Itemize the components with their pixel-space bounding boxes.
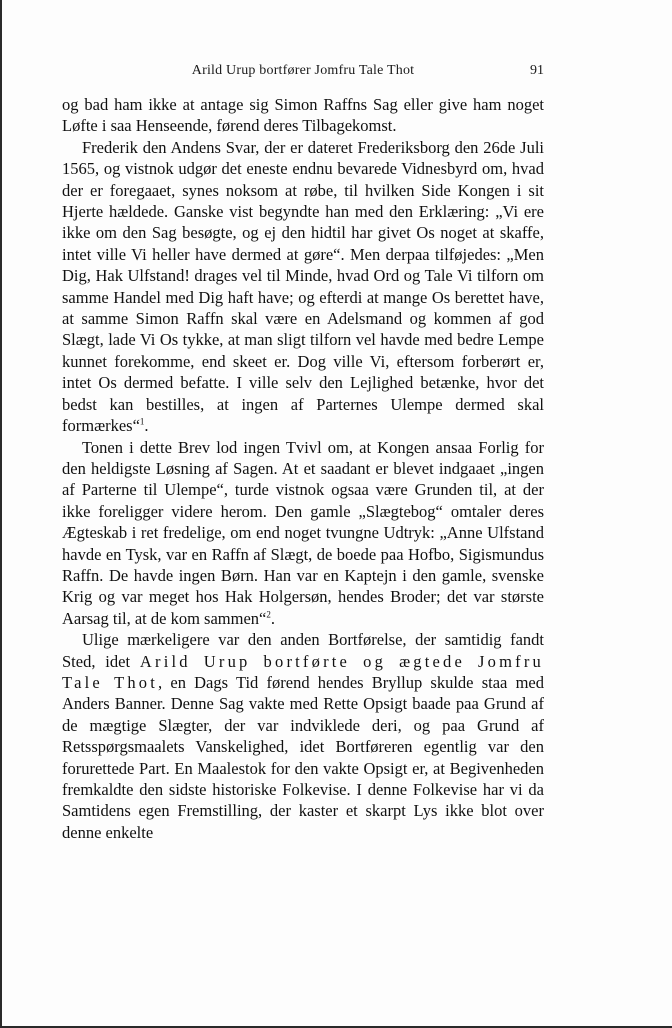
paragraph-text: , en Dags Tid førend hendes Bryllup skulde staa med Anders Banner. Denne Sag vakte med Rette Opsigt baade paa Grund af de mægtige Slægter, der var indviklede deri, og paa Grund af Retsspørgsmaalets Vanskelighed, idet Bortføreren egentlig var den forurettede Part. En Maalestok for den vakte Opsigt er, at Begivenheden fremkaldte den sidste historiske Folkevise. I denne Folkevise har vi da Samtidens egen Fremstilling, der kaster et skarpt Lys ikke blot over denne enkelte <box>62 672 544 842</box>
scan-edge-left <box>0 0 2 1028</box>
paragraph-lead: Ulige mærkeligere var den anden Bortførelse, der samtidig fandt Sted, idet <box>62 630 544 671</box>
body-text <box>62 94 544 843</box>
paragraph <box>62 137 544 437</box>
paragraph <box>62 629 544 843</box>
paragraph-tail: . <box>144 416 149 436</box>
spaced-emphasis: Arild Urup bortførte og ægtede Jomfru Tale Thot <box>62 651 544 692</box>
page-number: 91 <box>530 63 544 78</box>
footnote-marker: 1 <box>139 416 145 427</box>
running-header <box>62 63 544 81</box>
footnote-marker: 2 <box>266 609 271 620</box>
paragraph-tail: . <box>270 608 275 628</box>
paragraph-text: Tonen i dette Brev lod ingen Tvivl om, at Kongen ansaa Forlig for den heldigste Løsning af Sagen. At et saadant er blevet indgaaet „ingen af Parterne til Ulempe“, turde vistnok ogsaa være Grunden til, at der ikke foreligger videre herom. Den gamle „Slægtebog“ omtaler deres Ægteskab i ret fredelige, om end noget tvungne Udtryk: „Anne Ulfstand havde en Tysk, var en Raffn af Slægt, de boede paa Hofbo, Sigismundus Raffn. De havde ingen Børn. Han var en Kaptejn i den gamle, svenske Krig og var meget hos Hak Holgersøn, hendes Broder; det var største Aarsag til, at de kom sammen“ <box>62 437 544 628</box>
running-title: Arild Urup bortfører Jomfru Tale Thot <box>191 63 415 78</box>
paragraph-text: og bad ham ikke at antage sig Simon Raffns Sag eller give ham noget Løfte i saa Henseende, førend deres Tilbagekomst. <box>62 95 544 136</box>
paragraph-text: Frederik den Andens Svar, der er dateret Frederiksborg den 26de Juli 1565, og vistnok udgør det eneste endnu bevarede Vidnesbyrd om, hvad der er foregaaet, synes noksom at røbe, til hvilken Side Kongen i sit Hjerte hældede. Ganske vist begyndte han med den Erklæring: „Vi ere ikke om den Sag besøgte, og ej den hidtil har givet Os noget at skaffe, intet ville Vi heller have dermed at gøre“. Men derpaa tilføjedes: „Men Dig, Hak Ulfstand! drages vel til Minde, hvad Ord og Tale Vi tilforn om samme Handel med Dig haft have; og efterdi at mange Os berettet have, at samme Simon Raffn skal være en Adelsmand og kommen af god Slægt, lade Vi Os tykke, at man sligt tilforn vel havde med bedre Lempe kunnet forekomme, end skeet er. Dog ville Vi, eftersom forberørt er, intet Os dermed befatte. I ville selv den Lejlighed betænke, hvor det bedst kan bestilles, at ingen af Parternes Ulempe dermed skal formærkes“ <box>62 137 544 436</box>
paragraph <box>62 94 544 137</box>
paragraph <box>62 437 544 630</box>
